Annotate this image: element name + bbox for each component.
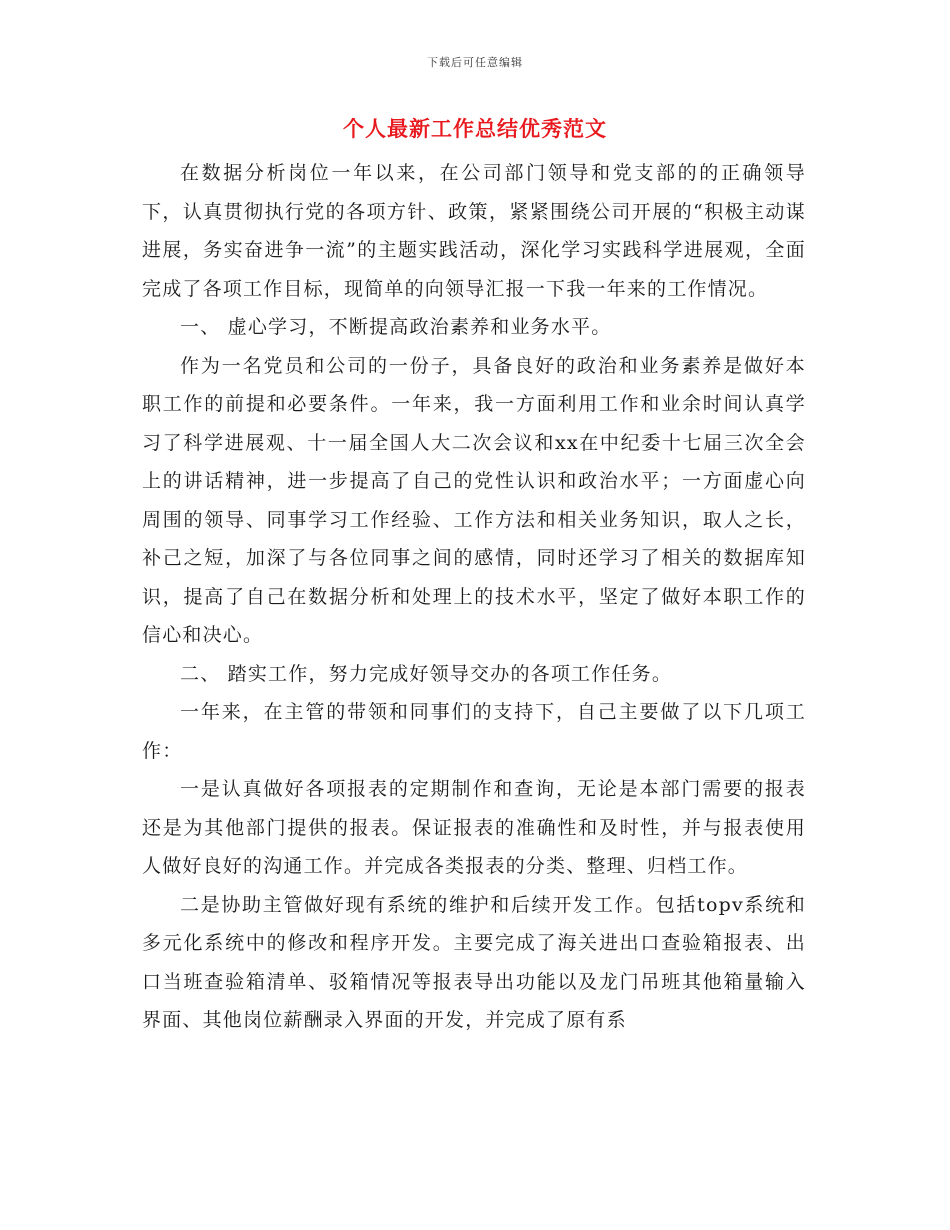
section-heading-1: 一、 虚心学习，不断提高政治素养和业务水平。 [180,316,612,338]
document-body [142,154,806,1040]
section-heading-2: 二、 踏实工作，努力完成好领导交办的各项工作任务。 [180,662,673,685]
paragraph-systems: 二是协助主管做好现有系统的维护和后续开发工作。包括topv系统和多元化系统中的修改和程序开发。主要完成了海关进出口查验箱报表、出口当班查验箱清单、驳箱情况等报表导出功能以及龙门吊班其他箱量输入界面、其他岗位薪酬录入界面的开发，并完成了原有系 [142,893,806,1031]
paragraph-reports: 一是认真做好各项报表的定期制作和查询，无论是本部门需要的报表还是为其他部门提供的报表。保证报表的准确性和及时性，并与报表使用人做好良好的沟通工作。并完成各类报表的分类、整理、归档工作。 [142,778,806,877]
document-title: 个人最新工作总结优秀范文 [343,116,607,141]
paragraph-work-intro: 一年来，在主管的带领和同事们的支持下，自己主要做了以下几项工作： [142,701,806,762]
paragraph-intro: 在数据分析岗位一年以来，在公司部门领导和党支部的的正确领导下，认真贯彻执行党的各项方针、政策，紧紧围绕公司开展的“积极主动谋进展，务实奋进争一流”的主题实践活动，深化学习实践科学进展观，全面完成了各项工作目标，现简单的向领导汇报一下我一年来的工作情况。 [142,162,806,300]
paragraph-study: 作为一名党员和公司的一份子，具备良好的政治和业务素养是做好本职工作的前提和必要条件。一年来，我一方面利用工作和业余时间认真学习了科学进展观、十一届全国人大二次会议和xx在中纪委十七届三次全会上的讲话精神，进一步提高了自己的党性认识和政治水平；一方面虚心向周围的领导、同事学习工作经验、工作方法和相关业务知识，取人之长，补己之短，加深了与各位同事之间的感情，同时还学习了相关的数据库知识，提高了自己在数据分析和处理上的技术水平，坚定了做好本职工作的信心和决心。 [142,354,806,646]
header-note: 下载后可任意编辑 [427,56,523,69]
